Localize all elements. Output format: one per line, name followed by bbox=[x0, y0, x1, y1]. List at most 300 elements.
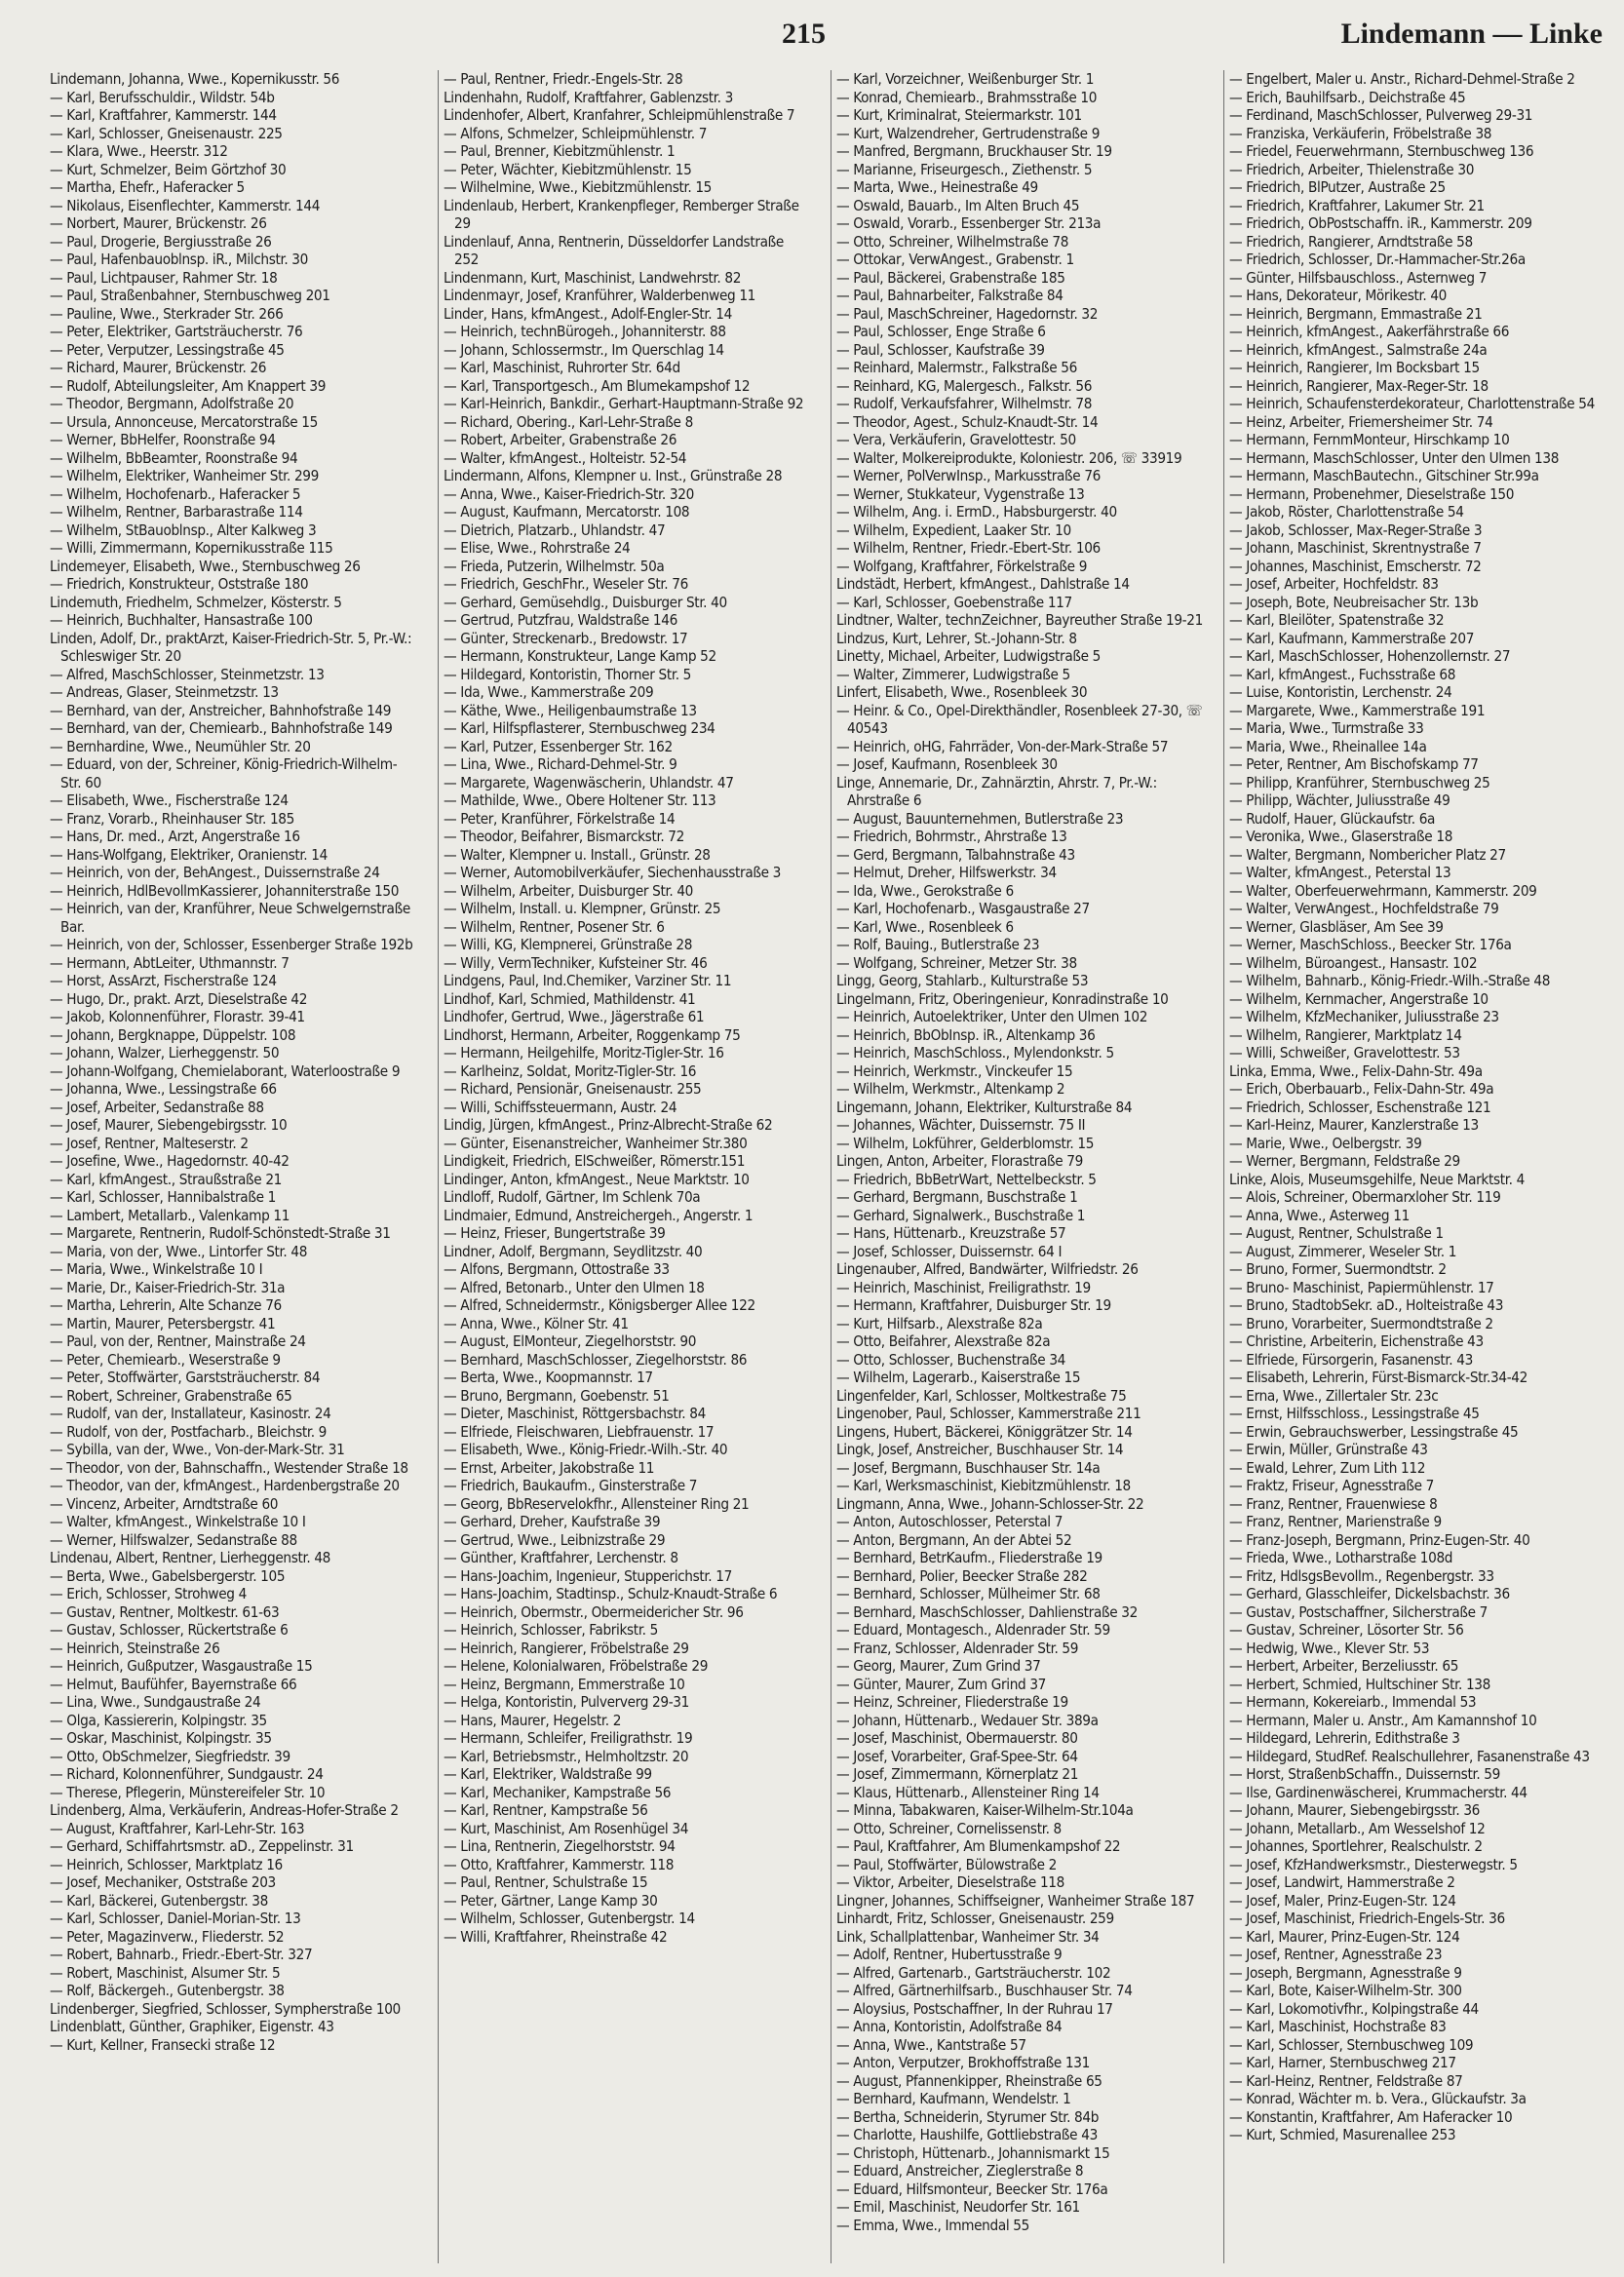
directory-entry: — Friedrich, Bohrmstr., Ahrstraße 13 bbox=[836, 828, 1067, 845]
directory-entry: — Heinrich, Werkmstr., Vinckeufer 15 bbox=[836, 1061, 1073, 1080]
directory-entry: — Anna, Kontoristin, Adolfstraße 84 bbox=[836, 2018, 1063, 2035]
directory-entry: — Karl, Kraftfahrer, Kammerstr. 144 bbox=[50, 106, 277, 124]
directory-entry: — Erwin, Gebrauchswerber, Lessingstraße 45 bbox=[1229, 1422, 1519, 1441]
directory-entry: — Erich, Schlosser, Strohweg 4 bbox=[50, 1585, 247, 1602]
directory-entry: — Johann, Maschinist, Skrentnystraße 7 bbox=[1229, 539, 1482, 557]
directory-entry: — Willi, Schweißer, Gravelottestr. 53 bbox=[1229, 1044, 1460, 1061]
directory-entry: Lindinger, Anton, kfmAngest., Neue Marktstr. 10 bbox=[444, 1170, 750, 1188]
directory-entry: — Friedrich, Baukaufm., Ginsterstraße 7 bbox=[444, 1477, 698, 1494]
directory-entry: — Jakob, Kolonnenführer, Florastr. 39-41 bbox=[50, 1008, 305, 1025]
directory-entry: — Friedrich, ObPostschaffn. iR., Kammerstr. 209 bbox=[1229, 214, 1532, 232]
directory-entry: — Josef, KfzHandwerksmstr., Diesterwegstr. 5 bbox=[1229, 1855, 1518, 1873]
directory-entry: — Gerhard, Dreher, Kaufstraße 39 bbox=[444, 1513, 661, 1530]
directory-entry: Lingenfelder, Karl, Schlosser, Moltkestraße 75 bbox=[836, 1386, 1127, 1405]
directory-entry: — Bernhardine, Wwe., Neumühler Str. 20 bbox=[50, 737, 311, 755]
directory-entry: — Gustav, Postschaffner, Silcherstraße 7 bbox=[1229, 1602, 1489, 1621]
directory-entry: — Wilhelm, Kernmacher, Angerstraße 10 bbox=[1229, 989, 1489, 1008]
directory-entry: — Wilhelm, Hochofenarb., Haferacker 5 bbox=[50, 484, 301, 503]
directory-entry: — Franziska, Verkäuferin, Fröbelstraße 38 bbox=[1229, 124, 1492, 142]
directory-entry: — Karl, MaschSchlosser, Hohenzollernstr. 27 bbox=[1229, 647, 1511, 665]
directory-entry: Lindermann, Alfons, Klempner u. Inst., Grünstraße 28 bbox=[444, 467, 783, 484]
directory-entry: — Karl, Schlosser, Hannibalstraße 1 bbox=[50, 1188, 276, 1206]
directory-entry: — Elisabeth, Wwe., Fischerstraße 124 bbox=[50, 791, 289, 809]
directory-entry: — Dietrich, Platzarb., Uhlandstr. 47 bbox=[444, 521, 666, 539]
directory-entry: Lingen, Anton, Arbeiter, Florastraße 79 bbox=[836, 1152, 1083, 1170]
directory-entry: — Marianne, Friseurgesch., Ziethenstr. 5 bbox=[836, 160, 1093, 178]
directory-entry: — Karl, Bleilöter, Spatenstraße 32 bbox=[1229, 611, 1445, 629]
directory-entry: — Karl, Maschinist, Hochstraße 83 bbox=[1229, 2018, 1447, 2035]
directory-entry: — Walter, Oberfeuerwehrmann, Kammerstr. 209 bbox=[1229, 881, 1537, 900]
directory-entry: — Alfred, Gartenarb., Gartsträucherstr. 102 bbox=[836, 1963, 1111, 1982]
directory-entry: Lindemann, Johanna, Wwe., Kopernikusstr. 56 bbox=[50, 70, 340, 88]
directory-entry: — Hermann, FernmMonteur, Hirschkamp 10 bbox=[1229, 431, 1510, 448]
directory-entry: — Anton, Verputzer, Brokhoffstraße 131 bbox=[836, 2054, 1090, 2071]
directory-entry: — Eduard, Hilfsmonteur, Beecker Str. 176a bbox=[836, 2180, 1108, 2198]
directory-entry: — Veronika, Wwe., Glaserstraße 18 bbox=[1229, 828, 1453, 845]
directory-entry: — Werner, PolVerwInsp., Markusstraße 76 bbox=[836, 467, 1102, 484]
directory-entry: — Heinrich, BbObInsp. iR., Altenkamp 36 bbox=[836, 1025, 1096, 1044]
directory-entry: — Walter, VerwAngest., Hochfeldstraße 79 bbox=[1229, 900, 1499, 917]
directory-entry: — Konrad, Wächter m. b. Vera., Glückaufstr. 3a bbox=[1229, 2090, 1527, 2107]
directory-entry: — Joseph, Bote, Neubreisacher Str. 13b bbox=[1229, 593, 1479, 611]
directory-entry: Lindzus, Kurt, Lehrer, St.-Johann-Str. 8 bbox=[836, 629, 1077, 647]
directory-entry: — Richard, Maurer, Brückenstr. 26 bbox=[50, 359, 267, 376]
directory-entry: Lingmann, Anna, Wwe., Johann-Schlosser-Str. 22 bbox=[836, 1494, 1144, 1513]
directory-entry: — Kurt, Walzendreher, Gertrudenstraße 9 bbox=[836, 124, 1101, 142]
directory-entry: — Lina, Wwe., Sundgaustraße 24 bbox=[50, 1693, 261, 1711]
directory-entry: — Alfons, Bergmann, Ottostraße 33 bbox=[444, 1260, 670, 1278]
directory-entry: — Heinrich, HdlBevollmKassierer, Johanniterstraße 150 bbox=[50, 881, 400, 900]
directory-entry: — Reinhard, Malermstr., Falkstraße 56 bbox=[836, 359, 1077, 376]
directory-entry: — Reinhard, KG, Malergesch., Falkstr. 56 bbox=[836, 376, 1093, 395]
directory-entry: — Anna, Wwe., Asterweg 11 bbox=[1229, 1206, 1410, 1224]
directory-entry: — Robert, Arbeiter, Grabenstraße 26 bbox=[444, 431, 677, 448]
directory-entry: — Helga, Kontoristin, Pulververg 29-31 bbox=[444, 1693, 689, 1711]
directory-entry: — Christoph, Hüttenarb., Johannismarkt 15 bbox=[836, 2143, 1110, 2162]
directory-entry: Linka, Emma, Wwe., Felix-Dahn-Str. 49a bbox=[1229, 1061, 1483, 1080]
directory-entry: Linge, Annemarie, Dr., Zahnärztin, Ahrstr. 7, Pr.-W.: Ahrstraße 6 bbox=[836, 773, 1157, 809]
directory-entry: — Willi, Kraftfahrer, Rheinstraße 42 bbox=[444, 1927, 668, 1946]
directory-entry: — Klaus, Hüttenarb., Allensteiner Ring 14 bbox=[836, 1783, 1100, 1801]
directory-entry: — Karl, Harner, Sternbuschweg 217 bbox=[1229, 2054, 1456, 2071]
directory-entry: — Otto, Kraftfahrer, Kammerstr. 118 bbox=[444, 1855, 675, 1873]
directory-entry: — Hermann, MaschBautechn., Gitschiner Str.99a bbox=[1229, 467, 1539, 484]
directory-entry: — Rudolf, Hauer, Glückaufstr. 6a bbox=[1229, 809, 1436, 828]
directory-entry: — Philipp, Kranführer, Sternbuschweg 25 bbox=[1229, 773, 1490, 791]
directory-entry: — Wilhelm, Werkmstr., Altenkamp 2 bbox=[836, 1080, 1065, 1098]
directory-entry: — Josef, Maurer, Siebengebirgsstr. 10 bbox=[50, 1116, 288, 1134]
directory-entry: — Karl, Vorzeichner, Weißenburger Str. 1 bbox=[836, 70, 1095, 88]
directory-entry: — Wilhelm, Elektriker, Wanheimer Str. 299 bbox=[50, 467, 319, 484]
directory-entry: — Karl, Betriebsmstr., Helmholtzstr. 20 bbox=[444, 1747, 689, 1765]
directory-entry: — Vincenz, Arbeiter, Arndtstraße 60 bbox=[50, 1494, 279, 1513]
directory-entry: — Friedrich, Schlosser, Eschenstraße 121 bbox=[1229, 1098, 1491, 1116]
directory-entry: — Wilhelm, Install. u. Klempner, Grünstr. 25 bbox=[444, 900, 721, 917]
directory-entry: — Wilhelm, Rentner, Posener Str. 6 bbox=[444, 917, 665, 936]
directory-entry: — Kurt, Maschinist, Am Rosenhügel 34 bbox=[444, 1819, 689, 1837]
directory-entry: — Ewald, Lehrer, Zum Lith 112 bbox=[1229, 1458, 1426, 1477]
column-2 bbox=[438, 70, 815, 2263]
directory-entry: — Johann-Wolfgang, Chemielaborant, Waterloostraße 9 bbox=[50, 1061, 401, 1080]
directory-entry: — Werner, Hilfswalzer, Sedanstraße 88 bbox=[50, 1530, 297, 1549]
directory-entry: — Helmut, Dreher, Hilfswerkstr. 34 bbox=[836, 864, 1057, 881]
directory-entry: — Hermann, Probenehmer, Dieselstraße 150 bbox=[1229, 484, 1515, 503]
directory-entry: — Walter, Bergmann, Nombericher Platz 27 bbox=[1229, 845, 1506, 864]
directory-entry: Lindemeyer, Elisabeth, Wwe., Sternbuschweg 26 bbox=[50, 557, 361, 575]
directory-entry: — Eduard, Montagesch., Aldenrader Str. 59 bbox=[836, 1621, 1110, 1639]
directory-entry: — Helene, Kolonialwaren, Fröbelstraße 29 bbox=[444, 1657, 709, 1675]
directory-entry: — Werner, Automobilverkäufer, Siechenhausstraße 3 bbox=[444, 864, 781, 881]
directory-entry: — Ida, Wwe., Gerokstraße 6 bbox=[836, 881, 1014, 900]
directory-entry: Lindenberger, Siegfried, Schlosser, Sympherstraße 100 bbox=[50, 1999, 401, 2018]
directory-entry: — Heinz, Arbeiter, Friemersheimer Str. 74 bbox=[1229, 412, 1493, 431]
directory-entry: — Eduard, Anstreicher, Zieglerstraße 8 bbox=[836, 2162, 1084, 2180]
directory-entry: — Aloysius, Postschaffner, In der Ruhrau 17 bbox=[836, 1999, 1113, 2018]
directory-entry: — Karl, Hilfspflasterer, Sternbuschweg 234 bbox=[444, 719, 715, 737]
directory-entry: — Gustav, Rentner, Moltkestr. 61-63 bbox=[50, 1602, 280, 1621]
directory-entry: — Kurt, Hilfsarb., Alexstraße 82a bbox=[836, 1314, 1043, 1332]
directory-entry: — Wilhelm, Ang. i. ErmD., Habsburgerstr. 40 bbox=[836, 503, 1117, 521]
directory-entry: — Hermann, Kraftfahrer, Duisburger Str. 19 bbox=[836, 1296, 1111, 1314]
directory-entry: — Peter, Stoffwärter, Garststräucherstr. 84 bbox=[50, 1369, 321, 1386]
directory-entry: Lindenberg, Alma, Verkäuferin, Andreas-Hofer-Straße 2 bbox=[50, 1801, 399, 1819]
directory-entry: — Theodor, von der, Bahnschaffn., Westender Straße 18 bbox=[50, 1458, 408, 1477]
directory-entry: — August, ElMonteur, Ziegelhorststr. 90 bbox=[444, 1332, 697, 1350]
directory-entry: — Hans, Maurer, Hegelstr. 2 bbox=[444, 1711, 622, 1729]
directory-entry: — Bernhard, Kaufmann, Wendelstr. 1 bbox=[836, 2090, 1071, 2107]
directory-entry: — Ottokar, VerwAngest., Grabenstr. 1 bbox=[836, 251, 1074, 268]
directory-entry: — Otto, Beifahrer, Alexstraße 82a bbox=[836, 1332, 1051, 1350]
directory-entry: — Heinrich, Rangierer, Fröbelstraße 29 bbox=[444, 1639, 689, 1657]
directory-entry: Lindemuth, Friedhelm, Schmelzer, Kösterstr. 5 bbox=[50, 593, 342, 611]
directory-entry: — Walter, kfmAngest., Peterstal 13 bbox=[1229, 864, 1451, 881]
directory-entry: — Friedrich, Rangierer, Arndtstraße 58 bbox=[1229, 232, 1473, 251]
directory-columns bbox=[45, 70, 1601, 2263]
directory-entry: — Peter, Kranführer, Förkelstraße 14 bbox=[444, 809, 676, 828]
directory-entry: — Hermann, AbtLeiter, Uthmannstr. 7 bbox=[50, 953, 290, 972]
directory-entry: Lingenauber, Alfred, Bandwärter, Wilfriedstr. 26 bbox=[836, 1260, 1139, 1278]
directory-entry: — Karl, Kaufmann, Kammerstraße 207 bbox=[1229, 629, 1475, 647]
directory-entry: — Bernhard, MaschSchlosser, Dahlienstraße 32 bbox=[836, 1602, 1138, 1621]
directory-entry: Lindmaier, Edmund, Anstreichergeh., Angerstr. 1 bbox=[444, 1206, 754, 1224]
directory-entry: — Franz-Joseph, Bergmann, Prinz-Eugen-Str. 40 bbox=[1229, 1530, 1530, 1549]
directory-entry: — Josef, Rentner, Malteserstr. 2 bbox=[50, 1134, 249, 1152]
directory-entry: — Berta, Wwe., Gabelsbergerstr. 105 bbox=[50, 1566, 286, 1585]
directory-entry: — Heinrich, Maschinist, Freiligrathstr. 19 bbox=[836, 1278, 1091, 1296]
directory-entry: — Werner, Stukkateur, Vygenstraße 13 bbox=[836, 484, 1085, 503]
directory-entry: Lindenhahn, Rudolf, Kraftfahrer, Gablenzstr. 3 bbox=[444, 88, 733, 106]
directory-entry: — Josef, Bergmann, Buschhauser Str. 14a bbox=[836, 1458, 1101, 1477]
directory-entry: — Theodor, Beifahrer, Bismarckstr. 72 bbox=[444, 828, 684, 845]
directory-entry: — Karl, Transportgesch., Am Blumekampshof 12 bbox=[444, 376, 751, 395]
directory-entry: Lindhorst, Hermann, Arbeiter, Roggenkamp 75 bbox=[444, 1025, 741, 1044]
directory-entry: Lindhofer, Gertrud, Wwe., Jägerstraße 61 bbox=[444, 1008, 705, 1025]
directory-entry: — Theodor, Bergmann, Adolfstraße 20 bbox=[50, 395, 294, 412]
directory-entry: — Josef, Arbeiter, Sedanstraße 88 bbox=[50, 1098, 264, 1116]
directory-entry: — Richard, Obering., Karl-Lehr-Straße 8 bbox=[444, 412, 693, 431]
directory-entry: Lingner, Johannes, Schiffseigner, Wanheimer Straße 187 bbox=[836, 1891, 1195, 1910]
directory-entry: — Wilhelm, Büroangest., Hansastr. 102 bbox=[1229, 953, 1478, 972]
directory-entry: Linfert, Elisabeth, Wwe., Rosenbleek 30 bbox=[836, 683, 1088, 701]
directory-entry: — Paul, Schlosser, Kaufstraße 39 bbox=[836, 340, 1045, 359]
directory-entry: — Otto, ObSchmelzer, Siegfriedstr. 39 bbox=[50, 1747, 290, 1765]
directory-entry: Lindenau, Albert, Rentner, Lierheggenstr. 48 bbox=[50, 1549, 330, 1566]
directory-entry: — Karl, Elektriker, Waldstraße 99 bbox=[444, 1765, 652, 1783]
directory-entry: — Karl, Mechaniker, Kampstraße 56 bbox=[444, 1783, 672, 1801]
directory-entry: — Hans, Dekorateur, Mörikestr. 40 bbox=[1229, 287, 1448, 304]
directory-entry: — Margarete, Wagenwäscherin, Uhlandstr. 47 bbox=[444, 773, 734, 791]
directory-entry: — Ilse, Gardinenwäscherei, Krummacherstr. 44 bbox=[1229, 1783, 1527, 1801]
directory-entry: — Wilhelmine, Wwe., Kiebitzmühlenstr. 15 bbox=[444, 178, 713, 196]
directory-entry: — Peter, Chemiearb., Weserstraße 9 bbox=[50, 1350, 281, 1369]
directory-entry: — Alfred, Schneidermstr., Königsberger Allee 122 bbox=[444, 1296, 755, 1314]
directory-entry: — Josef, Schlosser, Duissernstr. 64 I bbox=[836, 1242, 1063, 1260]
directory-entry: — Frieda, Putzerin, Wilhelmstr. 50a bbox=[444, 557, 665, 575]
directory-entry: — Karl, Maschinist, Ruhrorter Str. 64d bbox=[444, 359, 680, 376]
directory-entry: — Elisabeth, Wwe., König-Friedr.-Wilh.-Str. 40 bbox=[444, 1441, 728, 1458]
directory-entry: — Charlotte, Haushilfe, Gottliebstraße 43 bbox=[836, 2126, 1098, 2143]
directory-entry: — Marta, Wwe., Heinestraße 49 bbox=[836, 178, 1038, 196]
directory-entry: — Günter, Streckenarb., Bredowstr. 17 bbox=[444, 629, 688, 647]
directory-entry: — August, Bauunternehmen, Butlerstraße 23 bbox=[836, 809, 1124, 828]
directory-entry: — Paul, Kraftfahrer, Am Blumenkampshof 22 bbox=[836, 1837, 1121, 1855]
directory-entry: — Heinrich, Rangierer, Im Bocksbart 15 bbox=[1229, 359, 1480, 376]
directory-entry: — Willi, KG, Klempnerei, Grünstraße 28 bbox=[444, 936, 693, 953]
page-number: 215 bbox=[782, 18, 826, 50]
directory-entry: — Anna, Wwe., Kantstraße 57 bbox=[836, 2035, 1026, 2054]
directory-entry: — Gerhard, Bergmann, Buschstraße 1 bbox=[836, 1188, 1078, 1206]
directory-entry: — Paul, Rentner, Friedr.-Engels-Str. 28 bbox=[444, 70, 683, 88]
directory-entry: Linhardt, Fritz, Schlosser, Gneisenaustr. 259 bbox=[836, 1910, 1114, 1927]
directory-entry: — Lina, Wwe., Richard-Dehmel-Str. 9 bbox=[444, 755, 677, 773]
directory-entry: — Bernhard, Schlosser, Mülheimer Str. 68 bbox=[836, 1585, 1101, 1602]
directory-entry: — Paul, Schlosser, Enge Straße 6 bbox=[836, 323, 1046, 340]
directory-entry: — Rudolf, van der, Installateur, Kasinostr. 24 bbox=[50, 1405, 331, 1422]
directory-entry: — Sybilla, van der, Wwe., Von-der-Mark-Str. 31 bbox=[50, 1441, 345, 1458]
directory-entry: — Hermann, Konstrukteur, Lange Kamp 52 bbox=[444, 647, 716, 665]
directory-entry: — Josef, Maler, Prinz-Eugen-Str. 124 bbox=[1229, 1891, 1456, 1910]
directory-entry: — Bruno- Maschinist, Papiermühlenstr. 17 bbox=[1229, 1278, 1494, 1296]
directory-entry: — Alfred, Betonarb., Unter den Ulmen 18 bbox=[444, 1278, 705, 1296]
directory-entry: — Otto, Schreiner, Wilhelmstraße 78 bbox=[836, 232, 1069, 251]
running-head: Lindemann — Linke bbox=[1340, 18, 1603, 50]
directory-entry: — Willi, Schiffssteuermann, Austr. 24 bbox=[444, 1098, 677, 1116]
directory-entry: — Franz, Rentner, Frauenwiese 8 bbox=[1229, 1494, 1438, 1513]
directory-entry: — Oskar, Maschinist, Kolpingstr. 35 bbox=[50, 1729, 272, 1747]
directory-entry: — Heinrich, Schaufensterdekorateur, Charlottenstraße 54 bbox=[1229, 395, 1595, 412]
directory-entry: — Friedrich, Konstrukteur, Oststraße 180 bbox=[50, 575, 309, 593]
directory-entry: — Horst, AssArzt, Fischerstraße 124 bbox=[50, 972, 277, 989]
directory-entry: — August, Kaufmann, Mercatorstr. 108 bbox=[444, 503, 690, 521]
directory-entry: Link, Schallplattenbar, Wanheimer Str. 34 bbox=[836, 1927, 1100, 1946]
directory-entry: — Adolf, Rentner, Hubertusstraße 9 bbox=[836, 1946, 1063, 1963]
directory-entry: — Günter, Maurer, Zum Grind 37 bbox=[836, 1675, 1047, 1693]
directory-entry: — Jakob, Röster, Charlottenstraße 54 bbox=[1229, 503, 1464, 521]
directory-entry: — Hildegard, StudRef. Realschullehrer, Fasanenstraße 43 bbox=[1229, 1747, 1590, 1765]
directory-entry: — Friedrich, Schlosser, Dr.-Hammacher-Str.26a bbox=[1229, 251, 1526, 268]
column-4 bbox=[1223, 70, 1601, 2263]
directory-entry: — Margarete, Rentnerin, Rudolf-Schönstedt-Straße 31 bbox=[50, 1224, 391, 1242]
directory-entry: — Maria, Wwe., Winkelstraße 10 I bbox=[50, 1260, 263, 1278]
directory-entry: — Heinrich, Autoelektriker, Unter den Ulmen 102 bbox=[836, 1008, 1148, 1025]
directory-entry: — Heinrich, Gußputzer, Wasgaustraße 15 bbox=[50, 1657, 313, 1675]
directory-entry: — Hermann, Heilgehilfe, Moritz-Tigler-Str. 16 bbox=[444, 1044, 724, 1061]
directory-entry: — Heinrich, MaschSchloss., Mylendonkstr. 5 bbox=[836, 1044, 1114, 1061]
directory-entry: — Georg, Maurer, Zum Grind 37 bbox=[836, 1657, 1041, 1675]
directory-entry: — Karl, Bote, Kaiser-Wilhelm-Str. 300 bbox=[1229, 1982, 1462, 1999]
directory-entry: Lindstädt, Herbert, kfmAngest., Dahlstraße 14 bbox=[836, 575, 1130, 593]
directory-entry: — Paul, Bahnarbeiter, Falkstraße 84 bbox=[836, 287, 1063, 304]
directory-entry: — Paul, Brenner, Kiebitzmühlenstr. 1 bbox=[444, 142, 676, 160]
directory-entry: — Luise, Kontoristin, Lerchenstr. 24 bbox=[1229, 683, 1452, 701]
directory-entry: — Kurt, Kellner, Fransecki straße 12 bbox=[50, 2035, 276, 2054]
directory-entry: — Christine, Arbeiterin, Eichenstraße 43 bbox=[1229, 1332, 1484, 1350]
directory-entry: — Werner, Bergmann, Feldstraße 29 bbox=[1229, 1152, 1460, 1170]
directory-entry: — Karl, Putzer, Essenberger Str. 162 bbox=[444, 737, 673, 755]
directory-entry: — Eduard, von der, Schreiner, König-Friedrich-Wilhelm-Str. 60 bbox=[50, 755, 398, 791]
directory-entry: Lindenlauf, Anna, Rentnerin, Düsseldorfer Landstraße 252 bbox=[444, 232, 784, 268]
directory-entry: — Richard, Kolonnenführer, Sundgaustr. 24 bbox=[50, 1765, 324, 1783]
directory-entry: — Peter, Rentner, Am Bischofskamp 77 bbox=[1229, 755, 1479, 773]
directory-entry: — Theodor, van der, kfmAngest., Hardenbergstraße 20 bbox=[50, 1477, 400, 1494]
directory-entry: — Theodor, Agest., Schulz-Knaudt-Str. 14 bbox=[836, 412, 1099, 431]
directory-entry: Linden, Adolf, Dr., praktArzt, Kaiser-Friedrich-Str. 5, Pr.-W.: Schleswiger Str. 20 bbox=[50, 629, 412, 665]
directory-entry: — Hermann, Schleifer, Freiligrathstr. 19 bbox=[444, 1729, 693, 1747]
directory-entry: — Wilhelm, KfzMechaniker, Juliusstraße 23 bbox=[1229, 1008, 1499, 1025]
directory-entry: — Helmut, Baufühfer, Bayernstraße 66 bbox=[50, 1675, 297, 1693]
directory-entry: — Hans-Joachim, Stadtinsp., Schulz-Knaudt-Straße 6 bbox=[444, 1585, 778, 1602]
column-1 bbox=[45, 70, 422, 2263]
directory-entry: — Ida, Wwe., Kammerstraße 209 bbox=[444, 683, 654, 701]
directory-entry: — Josef, Maschinist, Friedrich-Engels-Str. 36 bbox=[1229, 1910, 1505, 1927]
directory-entry: — Anton, Autoschlosser, Peterstal 7 bbox=[836, 1513, 1063, 1530]
column-3 bbox=[831, 70, 1208, 2263]
directory-entry: — Paul, Bäckerei, Grabenstraße 185 bbox=[836, 268, 1065, 287]
directory-entry: — Bruno, Vorarbeiter, Suermondtstraße 2 bbox=[1229, 1314, 1493, 1332]
directory-entry: — Konstantin, Kraftfahrer, Am Haferacker 10 bbox=[1229, 2107, 1513, 2126]
directory-entry: — Peter, Elektriker, Gartsträucherstr. 76 bbox=[50, 323, 303, 340]
directory-entry: — Heinz, Bergmann, Emmerstraße 10 bbox=[444, 1675, 685, 1693]
directory-entry: — Wilhelm, Schlosser, Gutenbergstr. 14 bbox=[444, 1910, 695, 1927]
directory-entry: — Alfred, MaschSchlosser, Steinmetzstr. 13 bbox=[50, 665, 325, 683]
directory-entry: — Franz, Rentner, Marienstraße 9 bbox=[1229, 1513, 1442, 1530]
directory-entry: — Josef, Maschinist, Obermauerstr. 80 bbox=[836, 1729, 1078, 1747]
directory-entry: Lindenmayr, Josef, Kranführer, Walderbenweg 11 bbox=[444, 287, 756, 304]
directory-entry: — Otto, Schlosser, Buchenstraße 34 bbox=[836, 1350, 1066, 1369]
directory-entry: — Walter, Molkereiprodukte, Koloniestr. 206, ☏ 33919 bbox=[836, 448, 1182, 467]
directory-entry: — August, Kraftfahrer, Karl-Lehr-Str. 163 bbox=[50, 1819, 305, 1837]
directory-entry: — Gustav, Schreiner, Lösorter Str. 56 bbox=[1229, 1621, 1464, 1639]
directory-entry: — Hans-Wolfgang, Elektriker, Oranienstr. 14 bbox=[50, 845, 328, 864]
directory-entry: — Wilhelm, Rangierer, Marktplatz 14 bbox=[1229, 1025, 1462, 1044]
directory-entry: — Wolfgang, Schreiner, Metzer Str. 38 bbox=[836, 953, 1077, 972]
directory-entry: — Johann, Hüttenarb., Wedauer Str. 389a bbox=[836, 1711, 1099, 1729]
directory-entry: — Georg, BbReservelokfhr., Allensteiner Ring 21 bbox=[444, 1494, 750, 1513]
directory-entry: Lingenober, Paul, Schlosser, Kammerstraße 211 bbox=[836, 1405, 1141, 1422]
directory-entry: — Willy, VermTechniker, Kufsteiner Str. 46 bbox=[444, 953, 708, 972]
directory-entry: — Olga, Kassiererin, Kolpingstr. 35 bbox=[50, 1711, 267, 1729]
directory-entry: — Heinrich, Buchhalter, Hansastraße 100 bbox=[50, 611, 313, 629]
directory-entry: — Pauline, Wwe., Sterkrader Str. 266 bbox=[50, 304, 284, 323]
directory-entry: — Heinrich, Bergmann, Emmastraße 21 bbox=[1229, 304, 1483, 323]
directory-entry: Linder, Hans, kfmAngest., Adolf-Engler-Str. 14 bbox=[444, 304, 732, 323]
directory-entry: Lindhof, Karl, Schmied, Mathildenstr. 41 bbox=[444, 989, 696, 1008]
directory-entry: — Heinrich, Rangierer, Max-Reger-Str. 18 bbox=[1229, 376, 1489, 395]
directory-entry: — Kurt, Schmied, Masurenallee 253 bbox=[1229, 2126, 1456, 2143]
directory-entry: — Wilhelm, BbBeamter, Roonstraße 94 bbox=[50, 448, 298, 467]
directory-entry: — Gustav, Schlosser, Rückertstraße 6 bbox=[50, 1621, 289, 1639]
directory-entry: Lingemann, Johann, Elektriker, Kulturstraße 84 bbox=[836, 1098, 1133, 1116]
directory-entry: — Karl, Berufsschuldir., Wildstr. 54b bbox=[50, 88, 275, 106]
directory-entry: — Alfred, Gärtnerhilfsarb., Buschhauser Str. 74 bbox=[836, 1982, 1133, 1999]
directory-entry: — Rudolf, Verkaufsfahrer, Wilhelmstr. 78 bbox=[836, 395, 1093, 412]
directory-entry: — Paul, Drogerie, Bergiusstraße 26 bbox=[50, 232, 272, 251]
directory-entry: — Elisabeth, Lehrerin, Fürst-Bismarck-Str.34-42 bbox=[1229, 1369, 1527, 1386]
directory-entry: — Karl, Schlosser, Daniel-Morian-Str. 13 bbox=[50, 1910, 301, 1927]
directory-entry: — Johanna, Wwe., Lessingstraße 66 bbox=[50, 1080, 277, 1098]
directory-entry: — Gertrud, Putzfrau, Waldstraße 146 bbox=[444, 611, 677, 629]
directory-entry: — Martin, Maurer, Petersbergstr. 41 bbox=[50, 1314, 276, 1332]
directory-entry: — August, Pfannenkipper, Rheinstraße 65 bbox=[836, 2071, 1102, 2090]
directory-entry: — Joseph, Bergmann, Agnesstraße 9 bbox=[1229, 1963, 1462, 1982]
directory-entry: — Emma, Wwe., Immendal 55 bbox=[836, 2216, 1029, 2234]
directory-entry: Lingk, Josef, Anstreicher, Buschhauser Str. 14 bbox=[836, 1441, 1124, 1458]
directory-entry: — Margarete, Wwe., Kammerstraße 191 bbox=[1229, 701, 1486, 719]
directory-entry: — Heinrich, kfmAngest., Salmstraße 24a bbox=[1229, 340, 1488, 359]
directory-entry: — Vera, Verkäuferin, Gravelottestr. 50 bbox=[836, 431, 1076, 448]
directory-entry: Lingg, Georg, Stahlarb., Kulturstraße 53 bbox=[836, 972, 1089, 989]
directory-entry: — Wilhelm, Bahnarb., König-Friedr.-Wilh.-Straße 48 bbox=[1229, 972, 1551, 989]
directory-entry: — Elfriede, Fürsorgerin, Fasanenstr. 43 bbox=[1229, 1350, 1473, 1369]
directory-entry: — Johann, Maurer, Siebengebirgsstr. 36 bbox=[1229, 1801, 1481, 1819]
directory-entry: — Walter, Klempner u. Install., Grünstr. 28 bbox=[444, 845, 711, 864]
directory-entry: — Anna, Wwe., Kölner Str. 41 bbox=[444, 1314, 629, 1332]
directory-entry: — Wilhelm, Expedient, Laaker Str. 10 bbox=[836, 521, 1071, 539]
directory-entry: — Karl, Bäckerei, Gutenbergstr. 38 bbox=[50, 1891, 268, 1910]
directory-entry: — Johann, Metallarb., Am Wesselshof 12 bbox=[1229, 1819, 1486, 1837]
directory-entry: — Maria, von der, Wwe., Lintorfer Str. 48 bbox=[50, 1242, 308, 1260]
directory-entry: — Heinz, Frieser, Bungertstraße 39 bbox=[444, 1224, 666, 1242]
directory-entry: — August, Zimmerer, Weseler Str. 1 bbox=[1229, 1242, 1457, 1260]
directory-entry: — Peter, Gärtner, Lange Kamp 30 bbox=[444, 1891, 658, 1910]
directory-entry: — Minna, Tabakwaren, Kaiser-Wilhelm-Str.104a bbox=[836, 1801, 1134, 1819]
directory-entry: — Erna, Wwe., Zillertaler Str. 23c bbox=[1229, 1386, 1439, 1405]
directory-entry: — Bernhard, BetrKaufm., Fliederstraße 19 bbox=[836, 1549, 1102, 1566]
directory-entry: — Wilhelm, Rentner, Friedr.-Ebert-Str. 106 bbox=[836, 539, 1101, 557]
directory-entry: — Therese, Pflegerin, Münstereifeler Str. 10 bbox=[50, 1783, 326, 1801]
directory-entry: — Bruno, StadtobSekr. aD., Holteistraße 43 bbox=[1229, 1296, 1504, 1314]
directory-entry: — Ernst, Hilfsschloss., Lessingstraße 45 bbox=[1229, 1405, 1480, 1422]
directory-entry: — Franz, Vorarb., Rheinhauser Str. 185 bbox=[50, 809, 294, 828]
directory-entry: — Robert, Schreiner, Grabenstraße 65 bbox=[50, 1386, 292, 1405]
directory-entry: — Hans, Hüttenarb., Kreuzstraße 57 bbox=[836, 1224, 1066, 1242]
directory-entry: — Paul, von der, Rentner, Mainstraße 24 bbox=[50, 1332, 306, 1350]
directory-entry: — Friedrich, BlPutzer, Austraße 25 bbox=[1229, 178, 1446, 196]
directory-entry: — Erwin, Müller, Grünstraße 43 bbox=[1229, 1441, 1428, 1458]
directory-entry: — Alois, Schreiner, Obermarxloher Str. 119 bbox=[1229, 1188, 1501, 1206]
directory-entry: — Oswald, Vorarb., Essenberger Str. 213a bbox=[836, 214, 1102, 232]
directory-entry: — Anton, Bergmann, An der Abtei 52 bbox=[836, 1530, 1072, 1549]
directory-entry: — Marie, Wwe., Oelbergstr. 39 bbox=[1229, 1134, 1422, 1152]
directory-entry: — Wolfgang, Kraftfahrer, Förkelstraße 9 bbox=[836, 557, 1088, 575]
directory-entry: — Bernhard, van der, Chemiearb., Bahnhofstraße 149 bbox=[50, 719, 393, 737]
directory-entry: — Bertha, Schneiderin, Styrumer Str. 84b bbox=[836, 2107, 1100, 2126]
directory-entry: — Peter, Wächter, Kiebitzmühlenstr. 15 bbox=[444, 160, 692, 178]
directory-entry: — Wilhelm, Arbeiter, Duisburger Str. 40 bbox=[444, 881, 694, 900]
directory-entry: — Karl-Heinz, Maurer, Kanzlerstraße 13 bbox=[1229, 1116, 1479, 1134]
directory-entry: — Klara, Wwe., Heerstr. 312 bbox=[50, 142, 228, 160]
directory-entry: — Paul, Straßenbahner, Sternbuschweg 201 bbox=[50, 287, 330, 304]
